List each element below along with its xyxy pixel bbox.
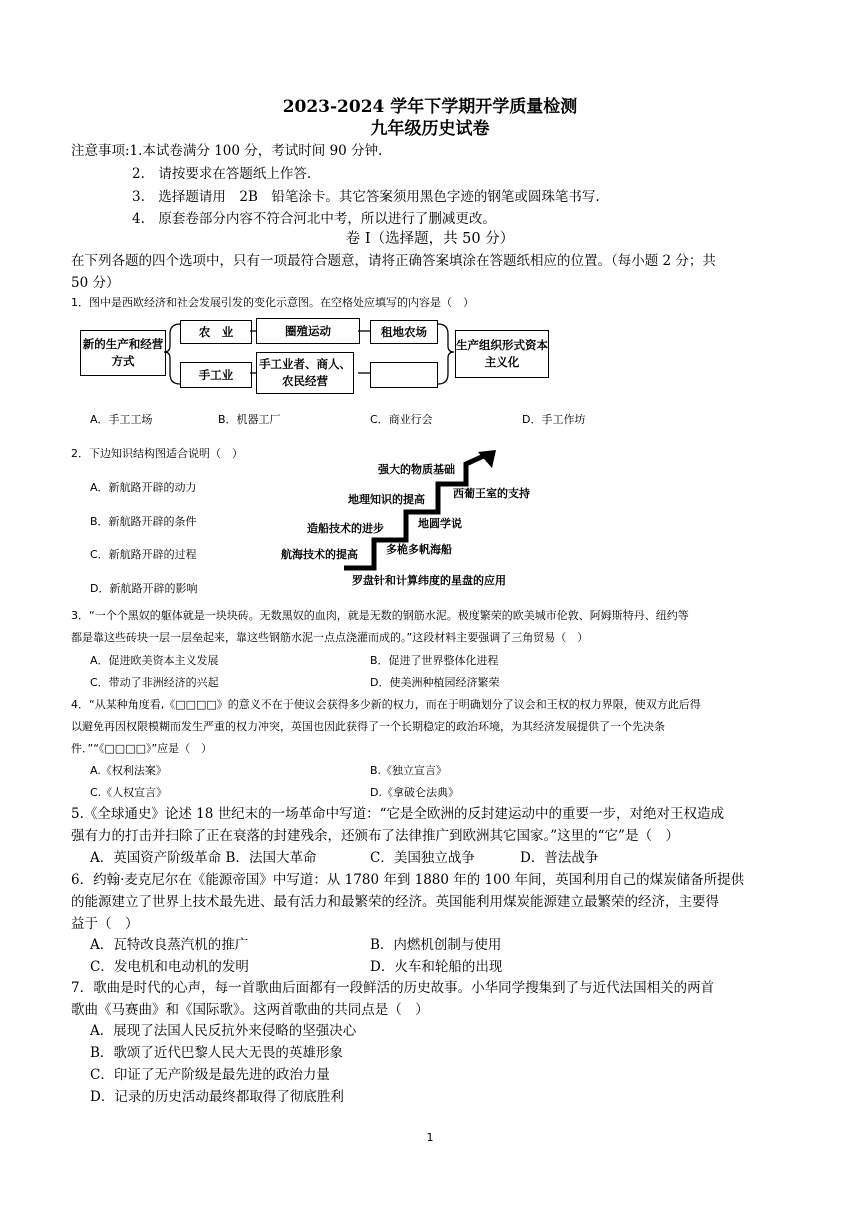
q6-option-d[interactable]: D．火车和轮船的出现	[370, 959, 503, 975]
q3-stem-line-2: 都是靠这些砖块一层一层垒起来，靠这些钢筋水泥一点点浇灌而成的。”这段材料主要强调了三角贸易（ ）	[71, 631, 589, 644]
stair-label-compass: 罗盘针和计算纬度的星盘的应用	[352, 574, 506, 587]
q4-option-c[interactable]: C.《人权宣言》	[90, 786, 168, 799]
q2-option-a[interactable]: A．新航路开辟的动力	[90, 481, 197, 494]
q1-option-b[interactable]: B．机器工厂	[218, 413, 281, 426]
q5-option-d[interactable]: D．普法战争	[520, 850, 599, 866]
diagram-box-lease-farm: 租地农场	[370, 320, 438, 344]
q4-option-a[interactable]: A.《权利法案》	[90, 764, 167, 777]
q3-option-c[interactable]: C．带动了非洲经济的兴起	[90, 676, 219, 689]
q7-option-b[interactable]: B．歌颂了近代巴黎人民大无畏的英雄形象	[90, 1045, 343, 1061]
diagram-box-capitalism: 生产组织形式资本主义化	[455, 330, 549, 378]
q4-option-d[interactable]: D.《拿破仑法典》	[370, 786, 459, 799]
q6-option-a[interactable]: A．瓦特改良蒸汽机的推广	[90, 937, 249, 953]
q3-option-a[interactable]: A．促进欧美资本主义发展	[90, 654, 219, 667]
diagram-box-agriculture: 农 业	[180, 320, 252, 344]
q2-stem: 2．下边知识结构图适合说明（ ）	[71, 447, 243, 460]
q6-stem-line-3: 益于（ ）	[71, 916, 139, 932]
q6-option-c[interactable]: C．发电机和电动机的发明	[90, 959, 249, 975]
stair-label-shipbuilding: 造船技术的进步	[307, 522, 384, 535]
instructions-line-1: 在下列各题的四个选项中，只有一项最符合题意，请将正确答案填涂在答题纸相应的位置。（每小题 2 分；共	[71, 253, 716, 269]
q5-option-c[interactable]: C．美国独立战争	[370, 850, 475, 866]
q2-option-c[interactable]: C．新航路开辟的过程	[90, 548, 197, 561]
q2-option-d[interactable]: D．新航路开辟的影响	[90, 582, 198, 595]
q7-option-c[interactable]: C．印证了无产阶级是最先进的政治力量	[90, 1067, 330, 1083]
q3-stem-line-1: 3．“一个个黑奴的躯体就是一块块砖。无数黑奴的血肉，就是无数的钢筋水泥。极度繁荣的欧美城市伦敦、阿姆斯特丹、纽约等	[71, 609, 689, 622]
q5-option-a-b[interactable]: A．英国资产阶级革命 B．法国大革命	[90, 850, 317, 866]
q6-stem-line-1: 6．约翰·麦克尼尔在《能源帝国》中写道：从 1780 年到 1880 年的 100 年间，英国利用自己的煤炭储备所提供	[71, 872, 745, 888]
diagram-box-new-production: 新的生产和经营方式	[80, 330, 166, 376]
stair-label-multi-mast: 多桅多帆海船	[386, 543, 452, 556]
q4-stem-line-1: 4．“从某种角度看,《□□□□》的意义不在于使议会获得多少新的权力，而在于明确划分了议会和王权的权力界限，使双方此后得	[71, 698, 701, 711]
q5-stem-line-1: 5.《全球通史》论述 18 世纪末的一场革命中写道：“它是全欧洲的反封建运动中的重要一步，对绝对王权造成	[71, 806, 725, 822]
instructions-line-2: 50 分）	[71, 275, 120, 291]
diagram-box-enclosure: 圈殖运动	[256, 318, 360, 344]
note-4: 4. 原套卷部分内容不符合河北中考，所以进行了删减更改。	[132, 211, 496, 227]
q2-option-b[interactable]: B．新航路开辟的条件	[90, 515, 197, 528]
q7-option-a[interactable]: A．展现了法国人民反抗外来侵略的坚强决心	[90, 1023, 357, 1039]
stair-label-material-base: 强大的物质基础	[378, 463, 455, 476]
q3-option-b[interactable]: B．促进了世界整体化进程	[370, 654, 499, 667]
q7-option-d[interactable]: D．记录的历史活动最终都取得了彻底胜利	[90, 1089, 344, 1105]
page-number: 1	[426, 1131, 434, 1144]
q6-stem-line-2: 的能源建立了世界上技术最先进、最有活力和最繁荣的经济。英国能利用煤炭能源建立最繁荣的经济，主要得	[71, 894, 719, 910]
q7-stem-line-2: 歌曲《马赛曲》和《国际歌》。这两首歌曲的共同点是（ ）	[71, 1002, 429, 1018]
q1-option-a[interactable]: A．手工工场	[90, 413, 153, 426]
q1-option-c[interactable]: C．商业行会	[370, 413, 433, 426]
q3-option-d[interactable]: D．使美洲种植园经济繁荣	[370, 676, 500, 689]
diagram-box-merchants: 手工业者、商人、农民经营	[256, 352, 354, 394]
note-1: 注意事项:1.本试卷满分 100 分，考试时间 90 分钟.	[71, 143, 383, 159]
exam-title: 2023-2024 学年下学期开学质量检测	[282, 97, 578, 117]
stair-label-royal-support: 西葡王室的支持	[453, 487, 530, 500]
diagram-box-handicraft: 手工业	[180, 362, 252, 388]
note-3: 3. 选择题请用 2B 铅笔涂卡。其它答案须用黑色字迹的钢笔或圆珠笔书写.	[132, 189, 600, 205]
q1-stem: 1．图中是西欧经济和社会发展引发的变化示意图。在空格处应填写的内容是（ ）	[71, 296, 474, 309]
section-title: 卷 I（选择题，共 50 分）	[345, 231, 515, 247]
q1-option-d[interactable]: D．手工作坊	[522, 413, 586, 426]
note-2: 2. 请按要求在答题纸上作答.	[132, 166, 312, 182]
q4-stem-line-2: 以避免再因权限模糊而发生严重的权力冲突，英国也因此获得了一个长期稳定的政治环境，为其经济发展提供了一个先决条	[71, 720, 665, 733]
q5-stem-line-2: 强有力的打击并扫除了正在衰落的封建残余，还颁布了法律推广到欧洲其它国家。”这里的“它”是（ ）	[71, 828, 679, 844]
stair-label-geography: 地理知识的提高	[348, 493, 425, 506]
stair-label-round-earth: 地圆学说	[418, 517, 462, 530]
q4-option-b[interactable]: B.《独立宣言》	[370, 764, 448, 777]
q6-option-b[interactable]: B．内燃机创制与使用	[370, 937, 502, 953]
stair-label-navigation: 航海技术的提高	[281, 548, 358, 561]
q7-stem-line-1: 7．歌曲是时代的心声，每一首歌曲后面都有一段鲜活的历史故事。小华同学搜集到了与近代法国相关的两首	[71, 980, 715, 996]
q4-stem-line-3: 件．”“《□□□□》”应是（ ）	[71, 742, 213, 755]
diagram-box-blank	[370, 362, 438, 388]
exam-subtitle: 九年级历史试卷	[370, 119, 490, 139]
